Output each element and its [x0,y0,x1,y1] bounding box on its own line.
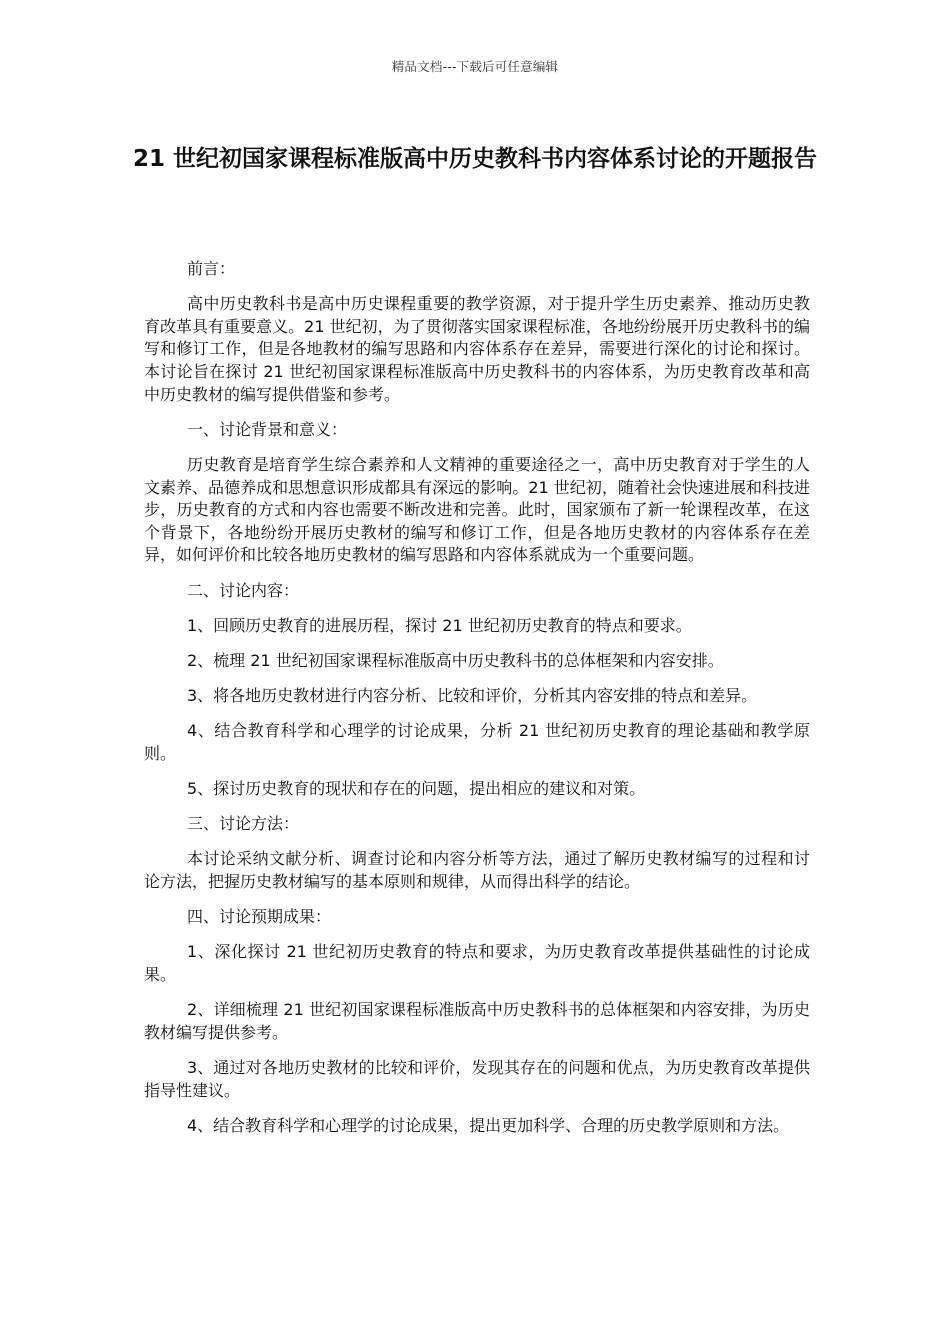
content-item: 3、将各地历史教材进行内容分析、比较和评价，分析其内容安排的特点和差异。 [187,686,758,706]
content-item: 5、探讨历史教育的现状和存在的问题，提出相应的建议和对策。 [187,779,646,799]
method-paragraph: 本讨论采纳文献分析、调查讨论和内容分析等方法，通过了解历史教材编写的过程和讨论方法，把握历史教材编写的基本原则和规律，从而得出科学的结论。 [144,849,810,891]
section-heading-outcomes: 四、讨论预期成果： [187,907,332,927]
outcome-item: 2、详细梳理 21 世纪初国家课程标准版高中历史教科书的总体框架和内容安排，为历史教材编写提供参考。 [144,1000,810,1042]
outcome-item: 3、通过对各地历史教材的比较和评价，发现其存在的问题和优点，为历史教育改革提供指导性建议。 [144,1057,810,1100]
document-body [144,258,810,1150]
background-paragraph: 历史教育是培育学生综合素养和人文精神的重要途径之一，高中历史教育对于学生的人文素养、品德养成和思想意识形成都具有深远的影响。21 世纪初，随着社会快速进展和科技进步，历史教育的方式和内容也需要不断改进和完善。此时，国家颁布了新一轮课程改革，在这个背景下，各地纷纷开展历史教材的编写和修订工作，但是各地历史教材的内容体系存在差异，如何评价和比较各地历史教材的编写思路和内容体系就成为一个重要问题。 [144,454,810,565]
section-heading-content: 二、讨论内容： [187,580,300,600]
content-item: 4、结合教育科学和心理学的讨论成果，分析 21 世纪初历史教育的理论基础和教学原则。 [144,721,810,763]
outcome-item: 4、结合教育科学和心理学的讨论成果，提出更加科学、合理的历史教学原则和方法。 [187,1115,790,1135]
preface-heading: 前言： [187,259,236,278]
outcome-item: 1、深化探讨 21 世纪初历史教育的特点和要求，为历史教育改革提供基础性的讨论成果。 [144,942,810,984]
preface-paragraph: 高中历史教科书是高中历史课程重要的教学资源，对于提升学生历史素养、推动历史教育改革具有重要意义。21 世纪初，为了贯彻落实国家课程标准，各地纷纷展开历史教科书的编写和修订工作，但是各地教材的编写思路和内容体系存在差异，需要进行深化的讨论和探讨。本讨论旨在探讨 21 世纪初国家课程标准版高中历史教科书的内容体系，为历史教育改革和高中历史教材的编写提供借鉴和参考。 [144,294,810,404]
section-heading-background: 一、讨论背景和意义： [187,419,348,439]
document-title: 21 世纪初国家课程标准版高中历史教科书内容体系讨论的开题报告 [132,146,817,172]
section-heading-method: 三、讨论方法： [187,814,300,834]
content-item: 2、梳理 21 世纪初国家课程标准版高中历史教科书的总体框架和内容安排。 [187,650,724,670]
content-item: 1、回顾历史教育的进展历程，探讨 21 世纪初历史教育的特点和要求。 [187,615,692,635]
header-note: 精品文档---下载后可任意编辑 [391,59,559,74]
